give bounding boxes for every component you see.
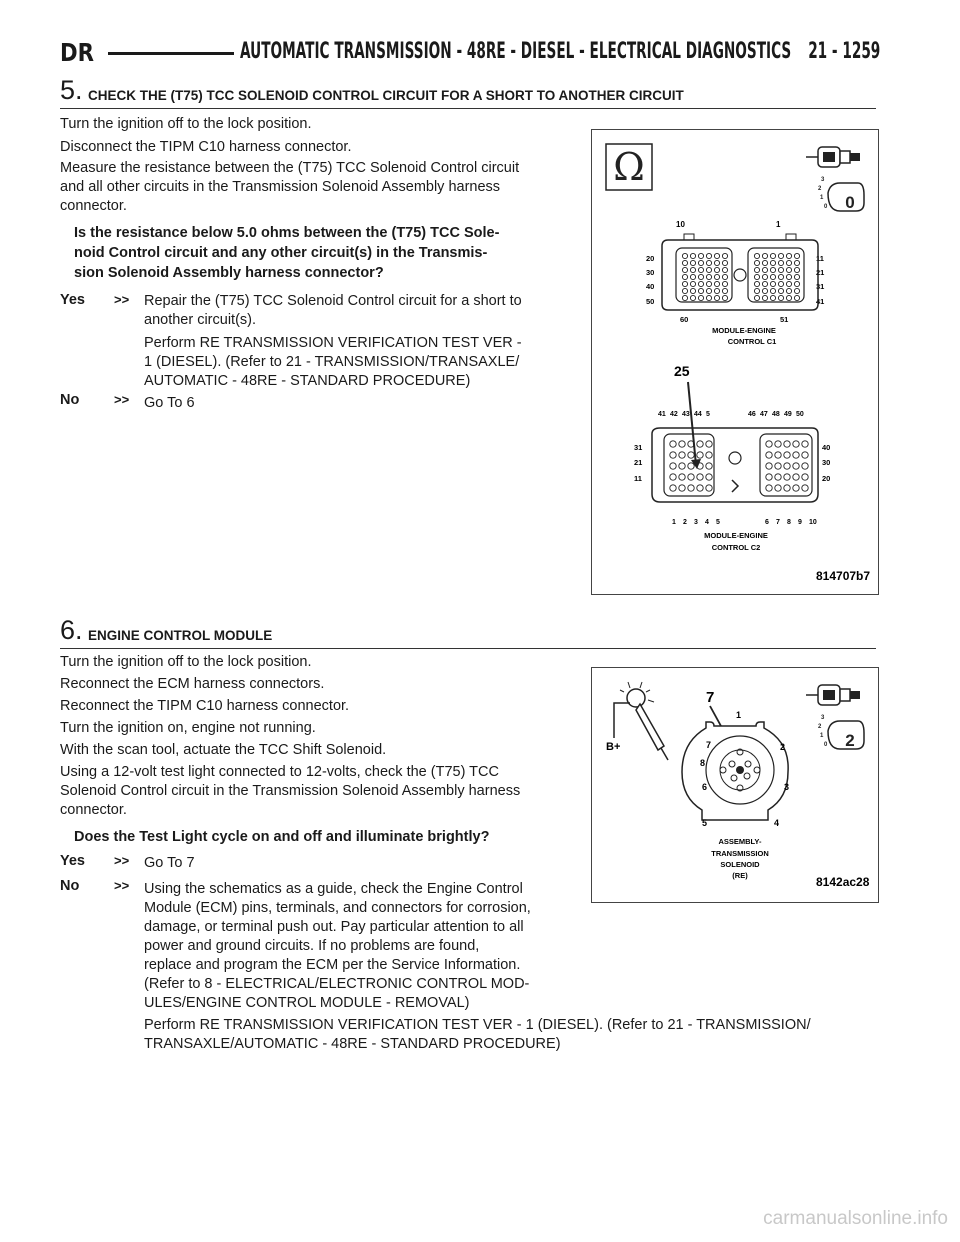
- svg-text:40: 40: [822, 443, 831, 452]
- connector-pin: [670, 485, 676, 491]
- connector-pin: [682, 253, 687, 258]
- connector-pin: [794, 260, 799, 265]
- pin-number: 1: [672, 519, 676, 526]
- connector-pin: [802, 485, 808, 491]
- svg-text:0: 0: [845, 193, 855, 212]
- yes-label: Yes: [60, 853, 85, 869]
- svg-text:CONTROL C1: CONTROL C1: [727, 337, 777, 346]
- pin-number: 6: [765, 519, 769, 526]
- svg-text:4: 4: [774, 818, 780, 828]
- connector-pin: [794, 267, 799, 272]
- connector-pin: [786, 288, 791, 293]
- connector-pin: [697, 474, 703, 480]
- svg-text:MODULE-ENGINE: MODULE-ENGINE: [712, 326, 776, 335]
- answer-line: Go To 6: [144, 395, 195, 411]
- connector-pin: [775, 463, 781, 469]
- connector-pin: [706, 474, 712, 480]
- instruction: Disconnect the TIPM C10 harness connector.: [60, 139, 352, 155]
- svg-text:30: 30: [646, 268, 655, 277]
- pin-number: 48: [772, 411, 780, 418]
- no-label: No: [60, 392, 80, 408]
- header-model: DR: [60, 38, 95, 67]
- connector-pin: [698, 288, 703, 293]
- connector-pin: [793, 485, 799, 491]
- connector-pin: [794, 295, 799, 300]
- pin-number: 50: [796, 411, 804, 418]
- svg-text:60: 60: [680, 315, 689, 324]
- instruction-line: connector.: [60, 198, 127, 214]
- connector-pin: [670, 463, 676, 469]
- connector-pin: [794, 288, 799, 293]
- connector-pin: [679, 452, 685, 458]
- svg-text:B+: B+: [606, 741, 621, 753]
- connector-pin: [778, 274, 783, 279]
- connector-pin: [770, 274, 775, 279]
- answer-line: Module (ECM) pins, terminals, and connectors for corrosion,: [144, 900, 531, 916]
- figure-solenoid-connector: [591, 667, 879, 903]
- connector-pin: [714, 281, 719, 286]
- connector-pin: [722, 288, 727, 293]
- pin-number: 47: [760, 411, 768, 418]
- connector-pin: [670, 474, 676, 480]
- connector-pin: [690, 260, 695, 265]
- svg-text:8: 8: [700, 758, 706, 768]
- answer-line: ULES/ENGINE CONTROL MODULE - REMOVAL): [144, 995, 470, 1011]
- svg-text:ASSEMBLY-: ASSEMBLY-: [718, 837, 762, 846]
- answer-line: damage, or terminal push out. Pay particular attention to all: [144, 919, 524, 935]
- connector-pin: [706, 281, 711, 286]
- connector-pin: [762, 295, 767, 300]
- connector-pin: [793, 452, 799, 458]
- yes-label: Yes: [60, 292, 85, 308]
- connector-pin: [679, 485, 685, 491]
- connector-pin: [679, 463, 685, 469]
- instruction: Turn the ignition off to the lock position.: [60, 116, 312, 132]
- pin-number: 8: [787, 519, 791, 526]
- svg-text:31: 31: [816, 282, 825, 291]
- connector-pin: [682, 281, 687, 286]
- arrow-marker: >>: [114, 392, 130, 407]
- connector-pin: [793, 463, 799, 469]
- svg-text:1: 1: [776, 220, 781, 229]
- answer-line: Repair the (T75) TCC Solenoid Control circuit for a short to: [144, 293, 522, 309]
- connector-pin: [722, 281, 727, 286]
- step-number: 5.: [60, 75, 83, 105]
- pin-number: 42: [670, 411, 678, 418]
- connector-pin: [762, 288, 767, 293]
- connector-pin: [688, 474, 694, 480]
- connector-pin: [714, 267, 719, 272]
- connector-pin: [722, 274, 727, 279]
- connector-pin: [770, 253, 775, 258]
- connector-pin: [706, 260, 711, 265]
- connector-pin: [682, 295, 687, 300]
- connector-pin: [706, 295, 711, 300]
- connector-pin: [754, 288, 759, 293]
- connector-pin: [698, 260, 703, 265]
- svg-text:1: 1: [820, 195, 824, 201]
- connector-pin: [784, 485, 790, 491]
- pin-number: 2: [683, 519, 687, 526]
- svg-text:5: 5: [702, 818, 708, 828]
- svg-text:2: 2: [818, 724, 822, 730]
- svg-text:50: 50: [646, 297, 655, 306]
- meter-probe-icon: [806, 685, 860, 705]
- instruction-line: and all other circuits in the Transmission Solenoid Assembly harness: [60, 179, 501, 195]
- answer-line: (Refer to 8 - ELECTRICAL/ELECTRONIC CONTROL MOD-: [144, 976, 530, 992]
- connector-pin: [784, 441, 790, 447]
- connector-pin: [670, 452, 676, 458]
- svg-text:31: 31: [634, 443, 643, 452]
- svg-text:25: 25: [674, 363, 690, 379]
- connector-c2: [634, 411, 830, 552]
- connector-pin: [698, 267, 703, 272]
- answer-line: power and ground circuits. If no problems are found,: [144, 938, 480, 954]
- header-rule: [108, 52, 234, 55]
- pin-number: 5: [716, 519, 720, 526]
- svg-text:3: 3: [821, 715, 825, 721]
- connector-pin: [754, 260, 759, 265]
- svg-text:0: 0: [824, 742, 828, 748]
- svg-text:0: 0: [824, 204, 828, 210]
- round-connector: [682, 710, 789, 880]
- svg-text:2: 2: [818, 186, 822, 192]
- connector-pin: [786, 260, 791, 265]
- svg-text:3: 3: [784, 782, 790, 792]
- connector-pin: [706, 485, 712, 491]
- connector-pin: [714, 274, 719, 279]
- connector-pin: [786, 267, 791, 272]
- connector-pin: [706, 288, 711, 293]
- connector-pin: [770, 295, 775, 300]
- connector-pin: [778, 260, 783, 265]
- svg-text:41: 41: [816, 297, 825, 306]
- connector-pin: [722, 260, 727, 265]
- instruction: Reconnect the ECM harness connectors.: [60, 676, 325, 692]
- instruction: Reconnect the TIPM C10 harness connector.: [60, 698, 350, 714]
- connector-pin: [784, 474, 790, 480]
- connector-pin: [690, 295, 695, 300]
- connector-pin: [697, 485, 703, 491]
- connector-pin: [794, 253, 799, 258]
- connector-pin: [770, 260, 775, 265]
- answer-line: another circuit(s).: [144, 312, 257, 328]
- svg-text:3: 3: [821, 177, 825, 183]
- pin-number: 46: [748, 411, 756, 418]
- figure-id: 8142ac28: [816, 875, 870, 889]
- connector-pin: [766, 463, 772, 469]
- connector-pin: [794, 274, 799, 279]
- connector-pin: [714, 288, 719, 293]
- svg-text:CONTROL C2: CONTROL C2: [711, 543, 761, 552]
- connector-pin: [722, 253, 727, 258]
- watermark: carmanualsonline.info: [763, 1208, 948, 1229]
- svg-text:20: 20: [646, 254, 655, 263]
- figure-ecm-connectors: [591, 129, 879, 595]
- question-line: sion Solenoid Assembly harness connector?: [74, 265, 384, 281]
- svg-text:20: 20: [822, 474, 831, 483]
- connector-pin: [754, 253, 759, 258]
- svg-text:40: 40: [646, 282, 655, 291]
- svg-text:11: 11: [816, 254, 824, 263]
- connector-pin: [697, 452, 703, 458]
- connector-pin: [679, 441, 685, 447]
- connector-pin: [770, 267, 775, 272]
- instruction-line: connector.: [60, 802, 127, 818]
- pin-number: 9: [798, 519, 802, 526]
- connector-pin: [706, 441, 712, 447]
- svg-text:21: 21: [816, 268, 825, 277]
- svg-text:1: 1: [736, 710, 742, 720]
- step-title: ENGINE CONTROL MODULE: [88, 628, 273, 643]
- header-page-number: 21 - 1259: [807, 39, 880, 64]
- svg-text:6: 6: [702, 782, 708, 792]
- instruction: Turn the ignition off to the lock position.: [60, 654, 312, 670]
- svg-text:11: 11: [634, 474, 642, 483]
- answer-line: Using the schematics as a guide, check the Engine Control: [144, 881, 523, 897]
- connector-pin: [786, 281, 791, 286]
- question-line: Is the resistance below 5.0 ohms between the (T75) TCC Sole-: [74, 225, 500, 241]
- pin-number: 49: [784, 411, 792, 418]
- step-5-heading: [60, 75, 876, 109]
- page-header: [60, 38, 880, 67]
- connector-pin: [754, 267, 759, 272]
- answer-line: Go To 7: [144, 855, 195, 871]
- step-number: 6.: [60, 615, 83, 645]
- connector-pin: [682, 288, 687, 293]
- connector-pin: [714, 260, 719, 265]
- connector-c1: [646, 220, 824, 346]
- svg-text:51: 51: [780, 315, 789, 324]
- connector-pin: [775, 474, 781, 480]
- arrow-marker: >>: [114, 853, 130, 868]
- connector-pin: [778, 281, 783, 286]
- meter-dial-icon: [818, 715, 864, 750]
- svg-text:7: 7: [706, 740, 712, 750]
- svg-text:MODULE-ENGINE: MODULE-ENGINE: [704, 531, 768, 540]
- connector-pin: [766, 441, 772, 447]
- connector-pin: [688, 485, 694, 491]
- connector-pin: [688, 463, 694, 469]
- connector-pin: [688, 452, 694, 458]
- connector-pin: [793, 474, 799, 480]
- header-title: AUTOMATIC TRANSMISSION - 48RE - DIESEL - ELECTRICAL DIAGNOSTICS: [240, 39, 792, 64]
- answer-line: Perform RE TRANSMISSION VERIFICATION TEST VER -: [144, 335, 522, 351]
- svg-text:SOLENOID: SOLENOID: [720, 860, 760, 869]
- arrow-marker: >>: [114, 878, 130, 893]
- connector-pin: [802, 452, 808, 458]
- connector-pin: [784, 452, 790, 458]
- connector-pin: [690, 288, 695, 293]
- instruction: With the scan tool, actuate the TCC Shift Solenoid.: [60, 742, 387, 758]
- pin-number: 7: [776, 519, 780, 526]
- connector-pin: [775, 485, 781, 491]
- pin-number: 3: [694, 519, 698, 526]
- svg-text:30: 30: [822, 458, 831, 467]
- connector-pin: [679, 474, 685, 480]
- connector-pin: [802, 463, 808, 469]
- connector-pin: [778, 253, 783, 258]
- ecm-connector-diagram: [592, 130, 878, 594]
- meter-dial-icon: [818, 177, 864, 212]
- connector-pin: [698, 274, 703, 279]
- svg-text:21: 21: [634, 458, 643, 467]
- svg-text:TRANSMISSION: TRANSMISSION: [711, 849, 769, 858]
- connector-pin: [793, 441, 799, 447]
- connector-pin: [670, 441, 676, 447]
- connector-pin: [722, 295, 727, 300]
- step-title: CHECK THE (T75) TCC SOLENOID CONTROL CIRCUIT FOR A SHORT TO ANOTHER CIRCUIT: [88, 88, 684, 103]
- connector-pin: [778, 288, 783, 293]
- svg-text:2: 2: [780, 742, 786, 752]
- connector-pin: [682, 267, 687, 272]
- question-line: noid Control circuit and any other circuit(s) in the Transmis-: [74, 245, 488, 261]
- connector-pin: [754, 281, 759, 286]
- connector-pin: [706, 452, 712, 458]
- pin-number: 41: [658, 411, 666, 418]
- connector-pin: [698, 253, 703, 258]
- pin-number: 44: [694, 411, 702, 418]
- answer-line: replace and program the ECM per the Service Information.: [144, 957, 521, 973]
- svg-text:(RE): (RE): [732, 871, 748, 880]
- svg-text:1: 1: [820, 733, 824, 739]
- connector-pin: [754, 274, 759, 279]
- connector-pin: [722, 267, 727, 272]
- svg-text:2: 2: [845, 731, 855, 750]
- connector-pin: [775, 441, 781, 447]
- pin-number: 4: [705, 519, 709, 526]
- connector-pin: [762, 253, 767, 258]
- connector-pin: [762, 267, 767, 272]
- connector-pin: [690, 267, 695, 272]
- ohm-icon: [606, 144, 652, 190]
- connector-pin: [766, 485, 772, 491]
- connector-pin: [690, 253, 695, 258]
- connector-pin: [690, 281, 695, 286]
- instruction-line: Measure the resistance between the (T75) TCC Solenoid Control circuit: [60, 160, 520, 176]
- connector-pin: [786, 295, 791, 300]
- connector-pin: [706, 274, 711, 279]
- answer-line: Perform RE TRANSMISSION VERIFICATION TEST VER - 1 (DIESEL). (Refer to 21 - TRANSMISSION/: [144, 1017, 811, 1033]
- answer-line: TRANSAXLE/AUTOMATIC - 48RE - STANDARD PROCEDURE): [144, 1036, 561, 1052]
- connector-pin: [706, 267, 711, 272]
- connector-pin: [778, 267, 783, 272]
- svg-text:10: 10: [676, 220, 685, 229]
- connector-pin: [682, 274, 687, 279]
- connector-pin: [770, 281, 775, 286]
- connector-pin: [706, 463, 712, 469]
- connector-pin: [784, 463, 790, 469]
- svg-text:Ω: Ω: [613, 145, 645, 189]
- connector-pin: [762, 274, 767, 279]
- question: Does the Test Light cycle on and off and illuminate brightly?: [74, 829, 490, 845]
- svg-text:7: 7: [706, 689, 715, 706]
- answer-line: AUTOMATIC - 48RE - STANDARD PROCEDURE): [144, 373, 471, 389]
- pin-number: 5: [706, 411, 710, 418]
- test-light-icon: [606, 682, 668, 760]
- connector-pin: [778, 295, 783, 300]
- connector-pin: [697, 441, 703, 447]
- solenoid-connector-diagram: [592, 668, 878, 902]
- connector-pin: [802, 441, 808, 447]
- connector-pin: [802, 474, 808, 480]
- no-label: No: [60, 878, 80, 894]
- connector-pin: [690, 274, 695, 279]
- connector-pin: [786, 274, 791, 279]
- instruction-line: Using a 12-volt test light connected to 12-volts, check the (T75) TCC: [60, 764, 499, 780]
- connector-pin: [762, 260, 767, 265]
- connector-pin: [754, 295, 759, 300]
- step-6-heading: [60, 615, 876, 649]
- connector-pin: [682, 260, 687, 265]
- figure-id: 814707b7: [816, 569, 871, 583]
- meter-probe-icon: [806, 147, 860, 167]
- connector-pin: [794, 281, 799, 286]
- instruction-line: Solenoid Control circuit in the Transmission Solenoid Assembly harness: [60, 783, 521, 799]
- connector-pin: [762, 281, 767, 286]
- connector-pin: [714, 295, 719, 300]
- connector-pin: [770, 288, 775, 293]
- connector-pin: [714, 253, 719, 258]
- connector-pin: [786, 253, 791, 258]
- connector-pin: [766, 474, 772, 480]
- instruction: Turn the ignition on, engine not running.: [60, 720, 316, 736]
- connector-pin: [766, 452, 772, 458]
- connector-pin: [698, 281, 703, 286]
- pin-number: 43: [682, 411, 690, 418]
- connector-pin: [775, 452, 781, 458]
- answer-line: 1 (DIESEL). (Refer to 21 - TRANSMISSION/TRANSAXLE/: [144, 354, 520, 370]
- connector-pin: [698, 295, 703, 300]
- arrow-marker: >>: [114, 292, 130, 307]
- connector-pin: [706, 253, 711, 258]
- pin-number: 10: [809, 519, 817, 526]
